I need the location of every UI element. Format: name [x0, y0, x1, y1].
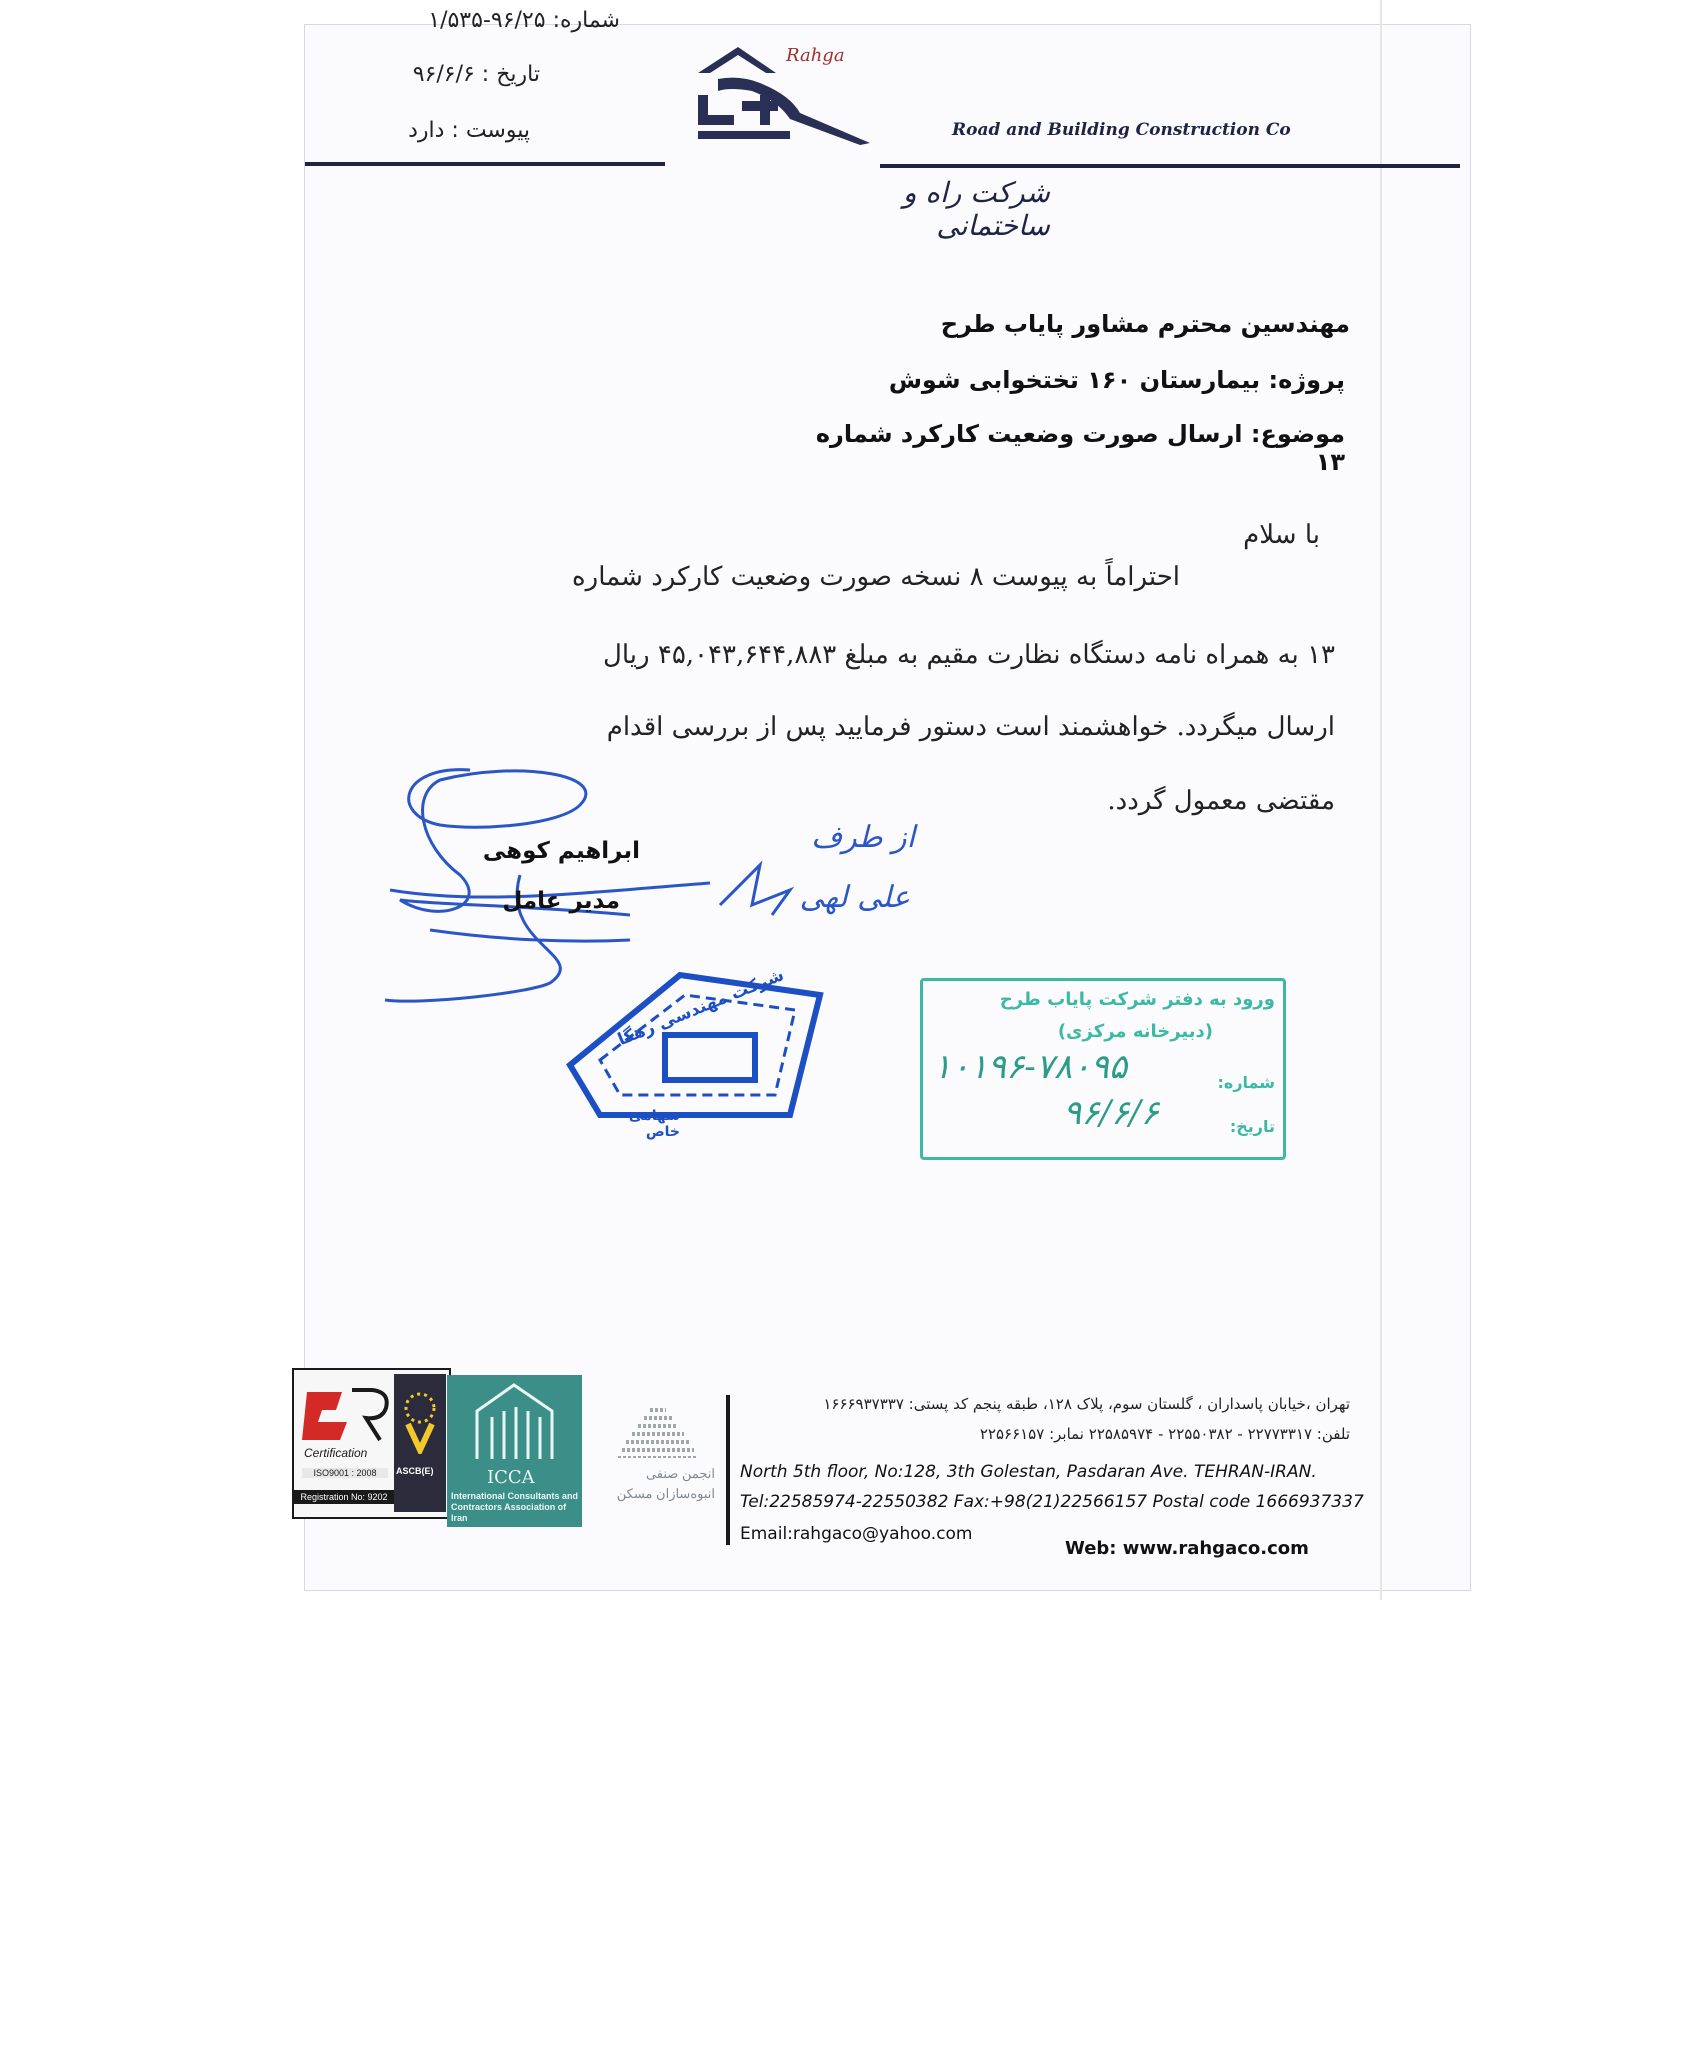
body-line-3: ارسال میگردد. خواهشمند است دستور فرمایید پس از بررسی اقدام [606, 712, 1335, 742]
stamp-number-label: شماره: [1217, 1073, 1275, 1092]
seal-subtext: سهامی خاص [628, 1108, 680, 1140]
letter-attachment: پیوست : دارد [408, 118, 530, 143]
stamp-date-label: تاریخ: [1229, 1117, 1275, 1136]
company-name-en: Road and Building Construction Co [952, 120, 1291, 140]
recipient-line: مهندسین محترم مشاور پایاب طرح [940, 310, 1350, 338]
stamp-number-value: ۱۰۱۹۶-۷۸۰۹۵ [933, 1047, 1128, 1087]
footer-phones-fa: تلفن: ۲۲۷۷۳۳۱۷ - ۲۲۵۵۰۳۸۲ - ۲۲۵۸۵۹۷۴ نمابر: ۲۲۵۶۶۱۵۷ [979, 1425, 1350, 1443]
stamp-date-value: ۹۶/۶/۶ [1063, 1093, 1159, 1133]
footer-email[interactable]: Email:rahgaco@yahoo.com [740, 1524, 973, 1544]
icca-name: International Consultants and Contractors Association of Iran [451, 1491, 579, 1523]
greeting: با سلام [1243, 520, 1320, 550]
cert-title: Certification [304, 1446, 368, 1460]
footer-website[interactable]: Web: www.rahgaco.com [1065, 1538, 1309, 1559]
stamp-title: ورود به دفتر شرکت پایاب طرح [999, 989, 1275, 1010]
eu-stars-icon [400, 1384, 440, 1454]
signatory-title: مدیر عامل [502, 888, 620, 914]
scan-edge [1380, 0, 1382, 1600]
handwritten-name: علی لهی [799, 880, 910, 915]
housing-association-badge [600, 1388, 715, 1510]
icca-building-icon [472, 1381, 557, 1461]
footer-divider [726, 1395, 730, 1545]
signatory-name: ابراهیم کوهی [482, 838, 640, 864]
letter-date: تاریخ : ۹۶/۶/۶ [412, 62, 540, 87]
housing-grid-icon [618, 1388, 698, 1458]
body-line-4: مقتضی معمول گردد. [1107, 786, 1335, 816]
footer-contact-en: Tel:22585974-22550382 Fax:+98(21)22566157 Postal code 1666937337 [740, 1492, 1364, 1512]
ascb-badge [394, 1374, 446, 1512]
housing-assoc-line2: انبوه‌سازان مسکن [616, 1486, 715, 1501]
stamp-subtitle: (دبیرخانه مرکزی) [1057, 1021, 1213, 1042]
seal-text: شرکت مهندسی رهگا [614, 965, 787, 1051]
cert-iso: ISO9001 : 2008 [302, 1468, 388, 1478]
ascb-label: ASCB(E) [396, 1466, 434, 1476]
project-line: پروژه: بیمارستان ۱۶۰ تختخوابی شوش [888, 366, 1345, 394]
header-rule-right [880, 164, 1460, 168]
company-name-fa: شرکت راه و ساختمانی [902, 176, 1050, 242]
cert-logo-icon [302, 1382, 392, 1442]
receipt-stamp [920, 978, 1286, 1160]
footer-address-fa: تهران ،خیابان پاسداران ، گلستان سوم، پلاک ۱۲۸، طبقه پنجم کد پستی: ۱۶۶۶۹۳۷۳۳۷ [823, 1395, 1350, 1413]
header-rule-left [305, 162, 665, 166]
letter-number: شماره: ۹۶/۲۵-۱/۵۳۵ [428, 8, 620, 33]
body-line-1: احتراماً به پیوست ۸ نسخه صورت وضعیت کارکرد شماره [572, 562, 1180, 592]
subject-line: موضوع: ارسال صورت وضعیت کارکرد شماره ۱۳ [815, 420, 1345, 476]
logo-rahga-tag: Rahga [786, 45, 845, 66]
icca-abbr: ICCA [487, 1467, 535, 1488]
icca-badge [447, 1375, 582, 1527]
housing-assoc-line1: انجمن صنفی [645, 1466, 715, 1481]
body-line-2: ۱۳ به همراه نامه دستگاه نظارت مقیم به مبلغ ۴۵,۰۴۳,۶۴۴,۸۸۳ ریال [602, 640, 1335, 670]
cert-registration: Registration No: 9202 [294, 1490, 394, 1504]
handwritten-on-behalf: از طرف [811, 820, 915, 855]
footer-address-en: North 5th floor, No:128, 3th Golestan, Pasdaran Ave. TEHRAN-IRAN. [740, 1462, 1317, 1482]
